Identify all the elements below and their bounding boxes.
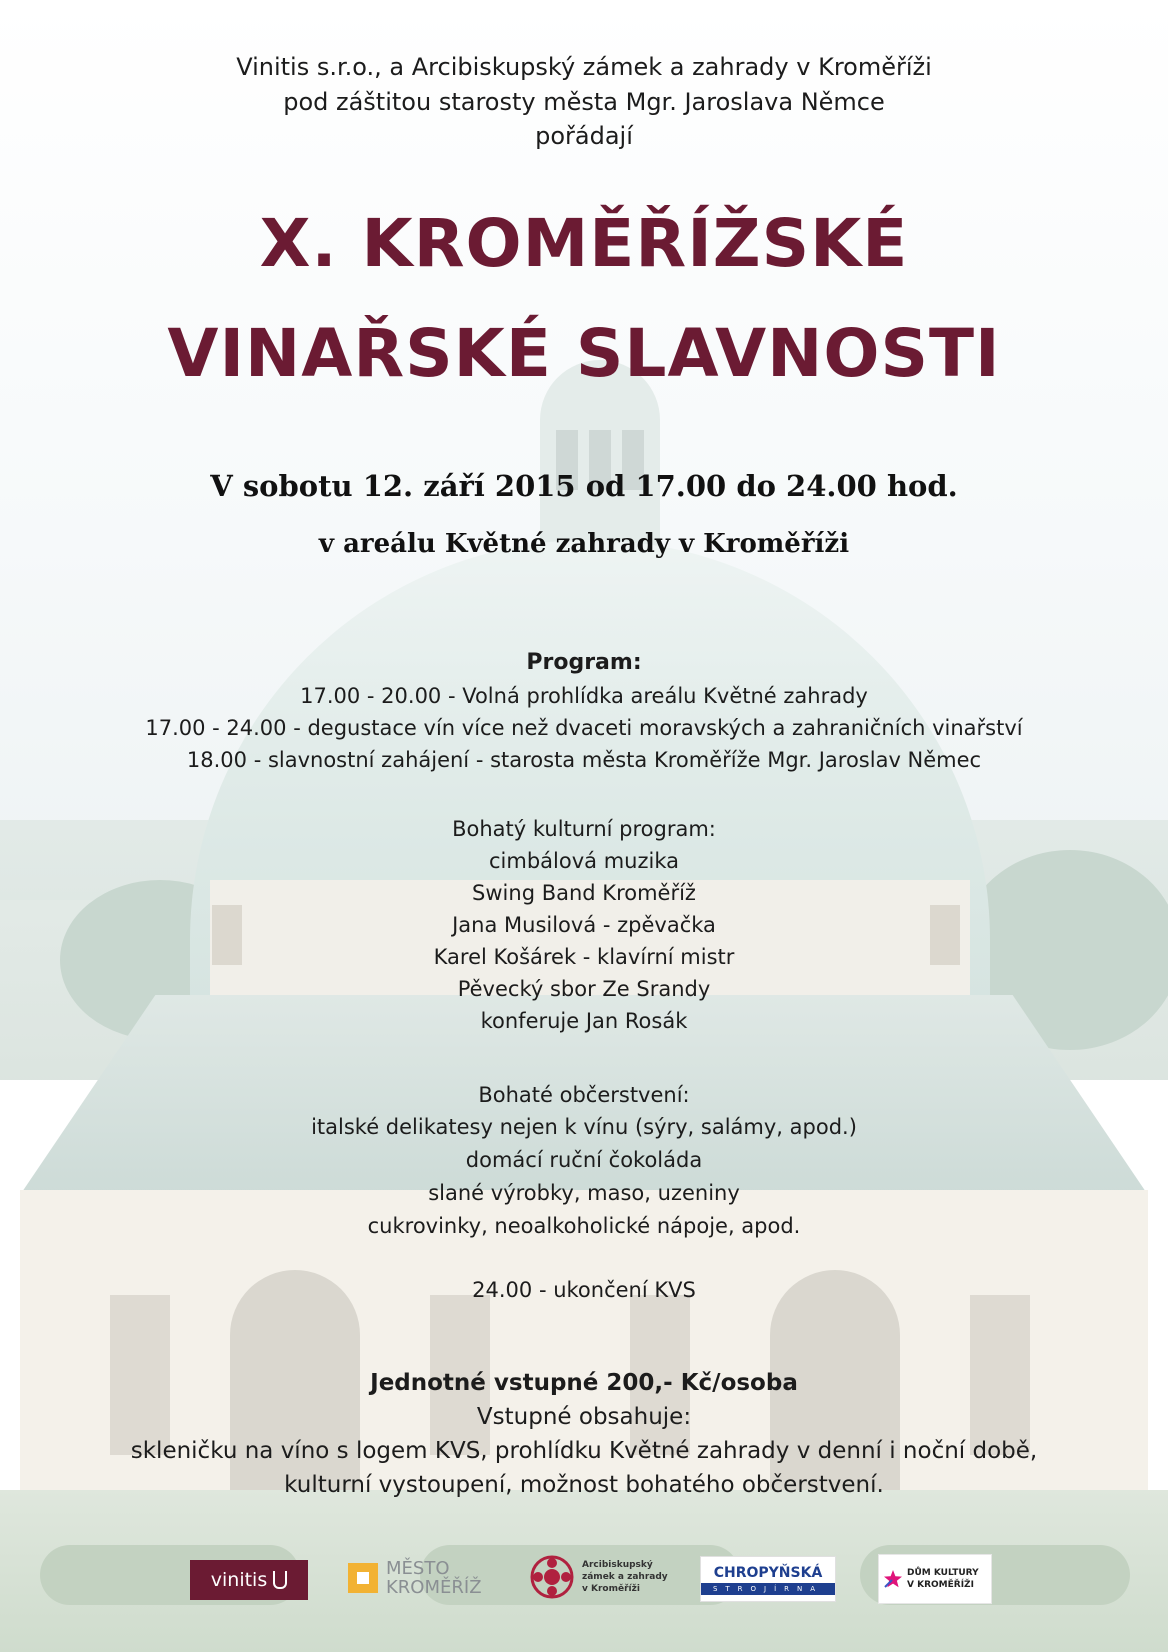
dum-kultury-logo — [878, 1554, 992, 1604]
presents-line: pořádají — [535, 122, 633, 150]
patronage-line: pod záštitou starosty města Mgr. Jaroslava Němce — [283, 88, 885, 116]
mesto-line: MĚSTO — [386, 1558, 450, 1579]
dum-line: DŮM KULTURY — [907, 1568, 979, 1578]
refreshments-heading: Bohaté občerstvení: — [478, 1083, 690, 1107]
refreshments-item: slané výrobky, maso, uzeniny — [428, 1181, 740, 1205]
dum-line: V KROMĚŘÍŽI — [907, 1580, 974, 1590]
mesto-line: KROMĚŘÍŽ — [386, 1577, 482, 1598]
admission-price: Jednotné vstupné 200,- Kč/osoba — [370, 1370, 798, 1396]
zamek-logo — [530, 1548, 670, 1606]
wine-glass-icon — [273, 1571, 287, 1589]
organizers-line: Vinitis s.r.o., a Arcibiskupský zámek a zahrady v Kroměříži — [236, 53, 932, 81]
vinitis-logo-text: vinitis — [210, 1569, 268, 1591]
refreshments-item: cukrovinky, neoalkoholické nápoje, apod. — [367, 1214, 801, 1238]
culture-item: Karel Košárek - klavírní mistr — [433, 945, 735, 969]
mesto-kromeriz-text — [386, 1559, 482, 1597]
closing-time: 24.00 - ukončení KVS — [472, 1278, 696, 1302]
dum-kultury-text — [907, 1567, 979, 1591]
refreshments-item: italské delikatesy nejen k vínu (sýry, salámy, apod.) — [311, 1115, 857, 1139]
event-title-line-2: VINAŘSKÉ SLAVNOSTI — [167, 315, 1001, 392]
program-item: 17.00 - 20.00 - Volná prohlídka areálu Květné zahrady — [300, 684, 868, 708]
rose-icon — [530, 1555, 574, 1599]
star-icon — [883, 1569, 903, 1589]
mesto-kromeriz-logo — [348, 1554, 508, 1602]
program-item: 18.00 - slavnostní zahájení - starosta města Kroměříže Mgr. Jaroslav Němec — [186, 748, 982, 772]
zamek-line: Arcibiskupský — [582, 1560, 653, 1570]
program-heading: Program: — [526, 650, 642, 675]
event-title-line-1: X. KROMĚŘÍŽSKÉ — [259, 205, 909, 282]
program-item: 17.00 - 24.00 - degustace vín více než dvaceti moravských a zahraničních vinařství — [145, 716, 1023, 740]
refreshments-item: domácí ruční čokoláda — [465, 1148, 703, 1172]
zamek-line: zámek a zahrady — [582, 1572, 668, 1582]
city-square-icon — [348, 1563, 378, 1593]
chropynska-logo — [700, 1556, 836, 1602]
zamek-text — [582, 1559, 668, 1595]
event-date: V sobotu 12. září 2015 od 17.00 do 24.00 hod. — [210, 469, 958, 503]
chropynska-sub: STROJÍRNA — [701, 1583, 835, 1595]
culture-item: Jana Musilová - zpěvačka — [452, 913, 716, 937]
culture-item: cimbálová muzika — [489, 849, 679, 873]
zamek-line: v Kroměříži — [582, 1584, 640, 1594]
sponsor-logos — [0, 1540, 1168, 1610]
event-place: v areálu Květné zahrady v Kroměříži — [318, 529, 850, 559]
admission-includes-line: skleničku na víno s logem KVS, prohlídku Květné zahrady v denní i noční době, — [130, 1438, 1038, 1464]
culture-item: Swing Band Kroměříž — [472, 881, 696, 905]
culture-item: Pěvecký sbor Ze Srandy — [457, 977, 711, 1001]
culture-item: konferuje Jan Rosák — [480, 1009, 688, 1033]
chropynska-name: CHROPYŇSKÁ — [713, 1565, 823, 1581]
vinitis-logo — [190, 1560, 308, 1600]
admission-includes-heading: Vstupné obsahuje: — [476, 1404, 692, 1430]
admission-includes-line: kulturní vystoupení, možnost bohatého občerstvení. — [284, 1472, 884, 1498]
culture-heading: Bohatý kulturní program: — [452, 817, 716, 841]
